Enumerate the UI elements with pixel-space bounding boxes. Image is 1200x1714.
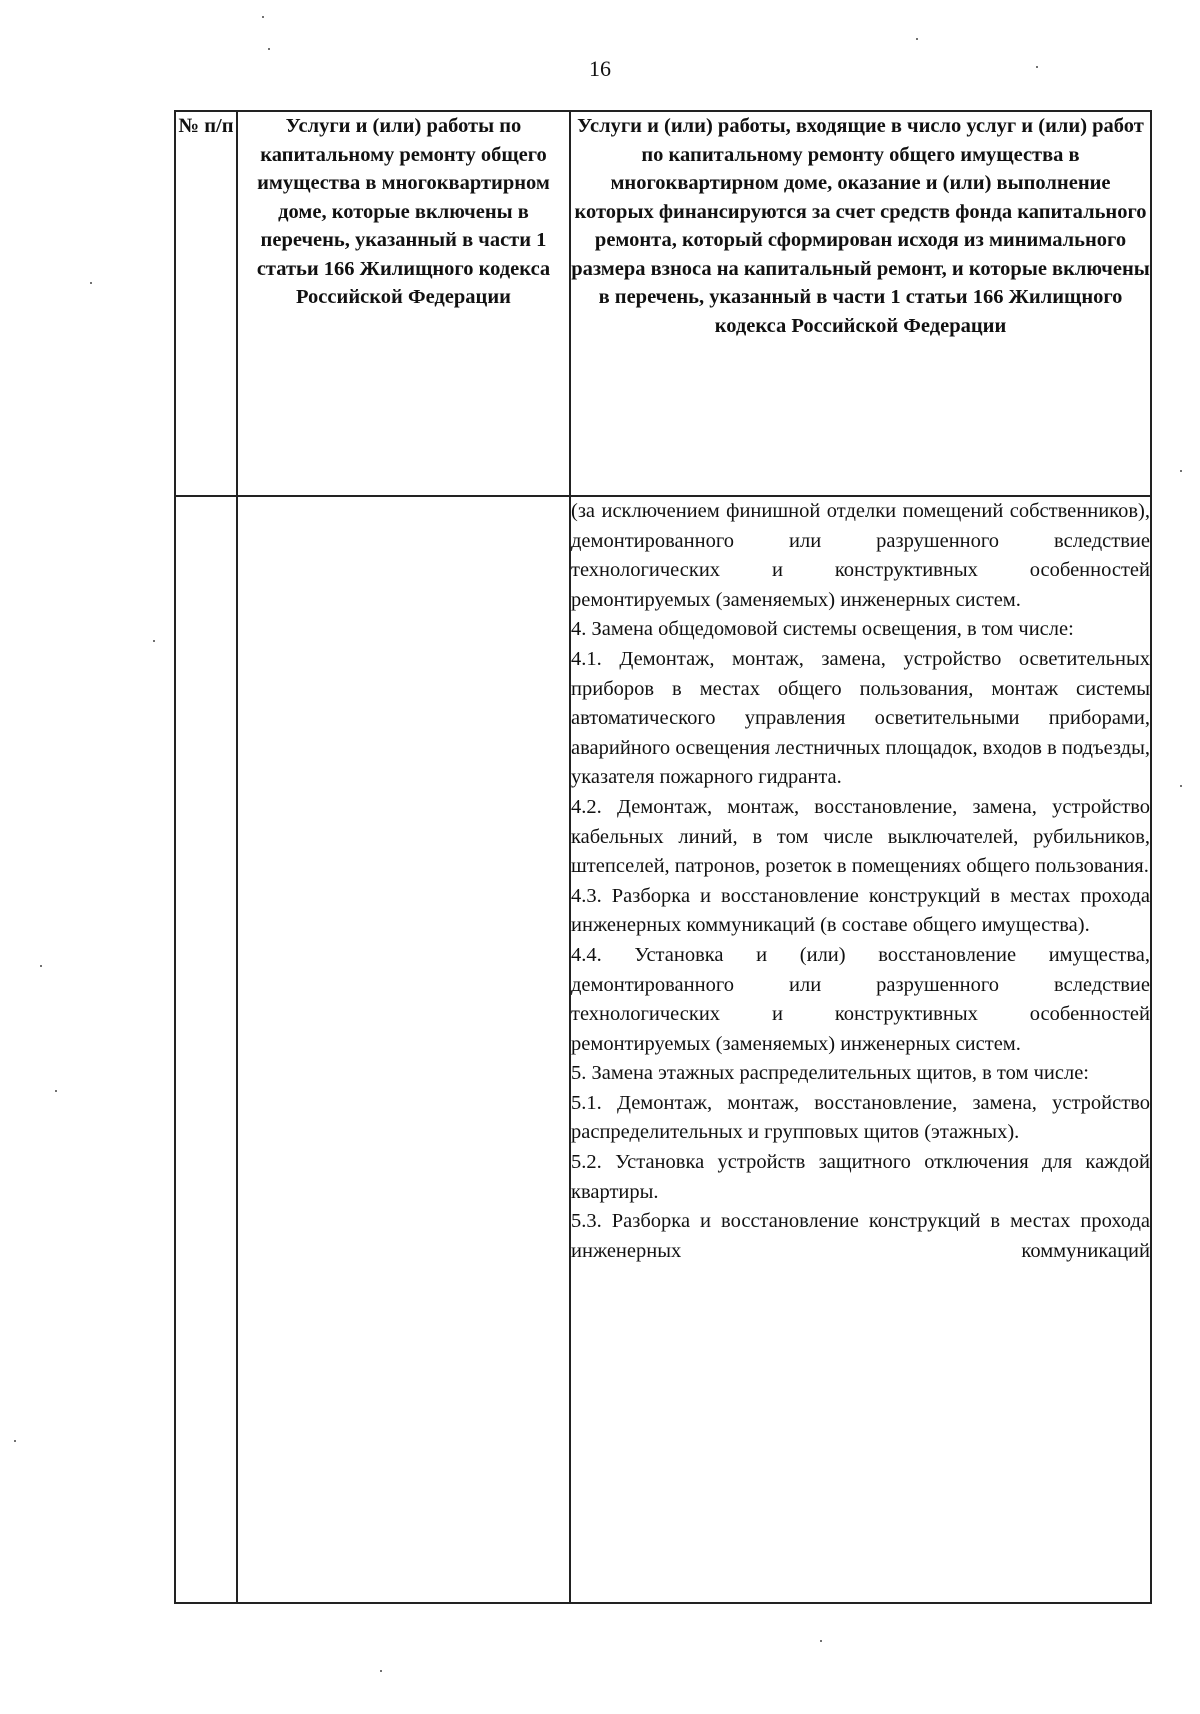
scan-speck [1036,66,1038,68]
header-included-services: Услуги и (или) работы, входящие в число услуг и (или) работ по капитальному ремонту общего имущества в многоквартирном доме, оказание и (или) выполнение которых финансируются за счет средств фонда капитального ремонта, который сформирован исходя из минимального размера взноса на капитальный ремонт, и которые включены в перечень, указанный в части 1 статьи 166 Жилищного кодекса Российской Федерации [570,111,1151,496]
scan-speck [1180,470,1182,472]
scan-speck [916,38,918,40]
scan-speck [380,1670,382,1672]
header-number: № п/п [175,111,237,496]
paragraph-item-5-3: 5.3. Разборка и восстановление конструкций в местах прохода инженерных коммуникаций [571,1210,1150,1262]
paragraph-item-5-1: 5.1. Демонтаж, монтаж, восстановление, замена, устройство распределительных и групповых щитов (этажных). [571,1091,1150,1144]
scan-speck [153,640,155,642]
scan-speck [262,16,264,18]
scan-speck [55,1090,57,1092]
paragraph-item-5-2: 5.2. Установка устройств защитного отключения для каждой квартиры. [571,1151,1150,1203]
cell-service [237,496,570,1603]
scan-speck [820,1640,822,1642]
scan-speck [268,48,270,50]
paragraph-item-4-2: 4.2. Демонтаж, монтаж, восстановление, замена, устройство кабельных линий, в том числе выключателей, рубильников, штепселей, патронов, розеток в помещениях общего пользования. [571,795,1150,878]
paragraph-continuation: (за исключением финишной отделки помещений собственников), демонтированного или разрушенного вследствие технологических и конструктивных особенностей ремонтируемых (заменяемых) инженерных систем. [571,500,1150,611]
paragraph-item-4-1: 4.1. Демонтаж, монтаж, замена, устройство осветительных приборов в местах общего пользования, монтаж системы автоматического управления осветительными приборами, аварийного освещения лестничных площадок, входов в подъезды, указателя пожарного гидранта. [571,647,1150,789]
paragraph-item-4-4: 4.4. Установка и (или) восстановление имущества, демонтированного или разрушенного вследствие технологических и конструктивных особенностей ремонтируемых (заменяемых) инженерных систем. [571,943,1150,1055]
header-services: Услуги и (или) работы по капитальному ремонту общего имущества в многоквартирном доме, которые включены в перечень, указанный в части 1 статьи 166 Жилищного кодекса Российской Федерации [237,111,570,496]
cell-number [175,496,237,1603]
table-header-row [175,111,1151,496]
paragraph-item-4: 4. Замена общедомовой системы освещения, в том числе: [571,618,1074,641]
scan-speck [90,282,92,284]
scan-speck [14,1440,16,1442]
page-number: 16 [589,56,611,81]
scan-speck [1180,785,1182,787]
capital-repair-table [174,110,1152,1604]
scan-speck [40,965,42,967]
cell-included-services [570,496,1151,1603]
paragraph-item-5: 5. Замена этажных распределительных щитов, в том числе: [571,1062,1089,1085]
table-row [175,496,1151,1603]
paragraph-item-4-3: 4.3. Разборка и восстановление конструкций в местах прохода инженерных коммуникаций (в составе общего имущества). [571,884,1150,937]
